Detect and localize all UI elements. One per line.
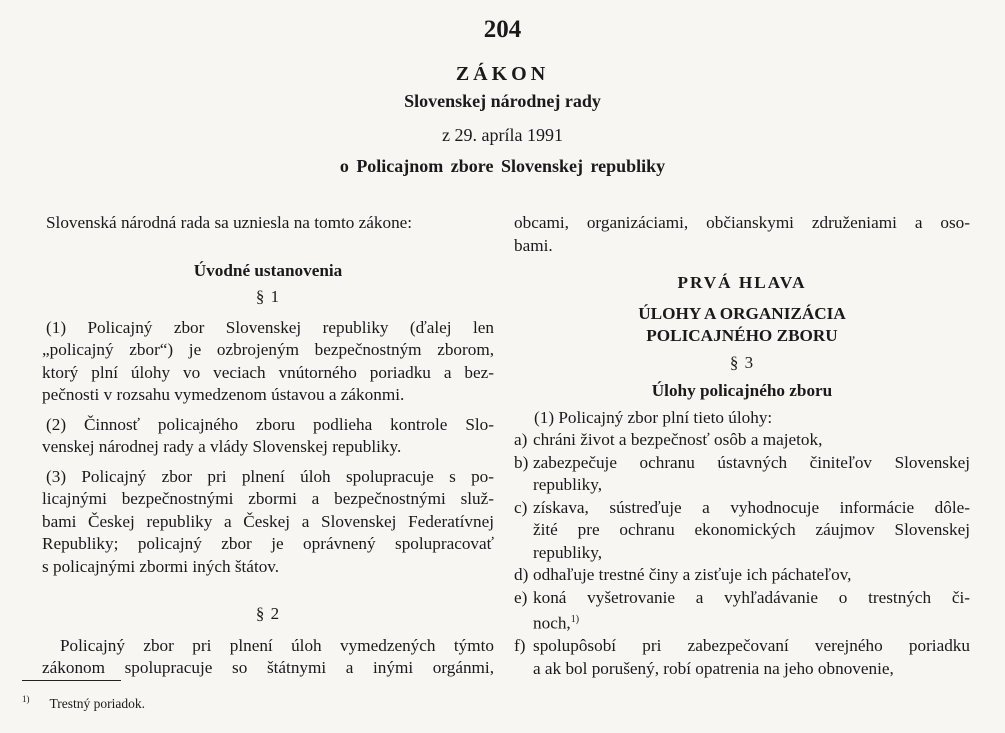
- task-list: [514, 429, 970, 680]
- section-1-mark: § 1: [255, 287, 281, 306]
- list-item: e) koná vyšetrovanie a vyhľadávanie o trestných či- noch,$^{1)}$: [514, 587, 970, 633]
- section-3-title: Úlohy policajného zboru: [651, 381, 833, 400]
- law-date: z 29. apríla 1991: [442, 125, 563, 145]
- footnote-mark: 1): [22, 694, 30, 704]
- intro-provisions-heading: Úvodné ustanovenia: [193, 260, 343, 280]
- part-title-line-2: POLICAJNÉHO ZBORU: [646, 326, 838, 345]
- enactment-clause: Slovenská národná rada sa uzniesla na tomto zákone:: [46, 213, 413, 232]
- list-item: f) spolupôsobí pri zabezpečovaní verejného poriadku a ak bol porušený, robí opatrenia na jeho obnovenie,: [514, 636, 970, 678]
- paragraph-2: Policajný zbor pri plnení úloh vymedzených týmto zákonom spolupracuje so štátnymi a inými orgánmi,: [42, 635, 494, 677]
- paragraph-1-1: (1) Policajný zbor Slovenskej republiky (ďalej len „policajný zbor“) je ozbrojeným bezpečnostným zborom, ktorý plní úlohy vo veciach vnútorného poriadku a bez- pečnosti v rozsahu vymedzenom ústavou a zákonmi.: [42, 317, 494, 404]
- page-number: 204: [483, 16, 522, 43]
- footnote-divider: [22, 680, 121, 681]
- paragraph-2-continued: obcami, organizáciami, občianskymi združeniami a oso- bami.: [514, 213, 970, 255]
- paragraph-1-3: (3) Policajný zbor pri plnení úloh spolupracuje s po- licajnými bezpečnostnými zbormi a bezpečnostnými služ- bami Českej republiky a Českej a Slovenskej Federatívnej Republiky; policajný zbor je oprávnený spolupracovať s policajnými zbormi iných štátov.: [42, 466, 494, 576]
- law-title: o Policajnom zbore Slovenskej republiky: [339, 156, 666, 176]
- section-3-mark: § 3: [729, 352, 755, 372]
- section-2-mark: § 2: [255, 604, 281, 623]
- right-column: [514, 212, 970, 680]
- list-item: b) zabezpečuje ochranu ústavných činiteľov Slovenskej republiky,: [514, 452, 970, 494]
- part-title-line-1: ÚLOHY A ORGANIZÁCIA: [638, 303, 846, 323]
- paragraph-1-2: (2) Činnosť policajného zboru podlieha kontrole Slo- venskej národnej rady a vlády Slovenskej republiky.: [42, 414, 494, 456]
- footnote-reference[interactable]: 1): [570, 614, 580, 625]
- law-heading: ZÁKON: [455, 63, 550, 85]
- list-item: a) chráni život a bezpečnosť osôb a majetok,: [514, 430, 823, 449]
- footnote: [22, 694, 145, 712]
- list-item: d) odhaľuje trestné činy a zisťuje ich páchateľov,: [514, 565, 852, 584]
- part-heading: PRVÁ HLAVA: [677, 273, 807, 292]
- section-3-lead: (1) Policajný zbor plní tieto úlohy:: [534, 407, 773, 427]
- footnote-text: Trestný poriadok.: [49, 695, 146, 711]
- left-column: [42, 212, 494, 680]
- list-item: c) získava, sústreďuje a vyhodnocuje informácie dôle- žité pre ochranu ekonomických záujmov Slovenskej republiky,: [514, 497, 970, 562]
- law-issuer: Slovenskej národnej rady: [404, 91, 601, 111]
